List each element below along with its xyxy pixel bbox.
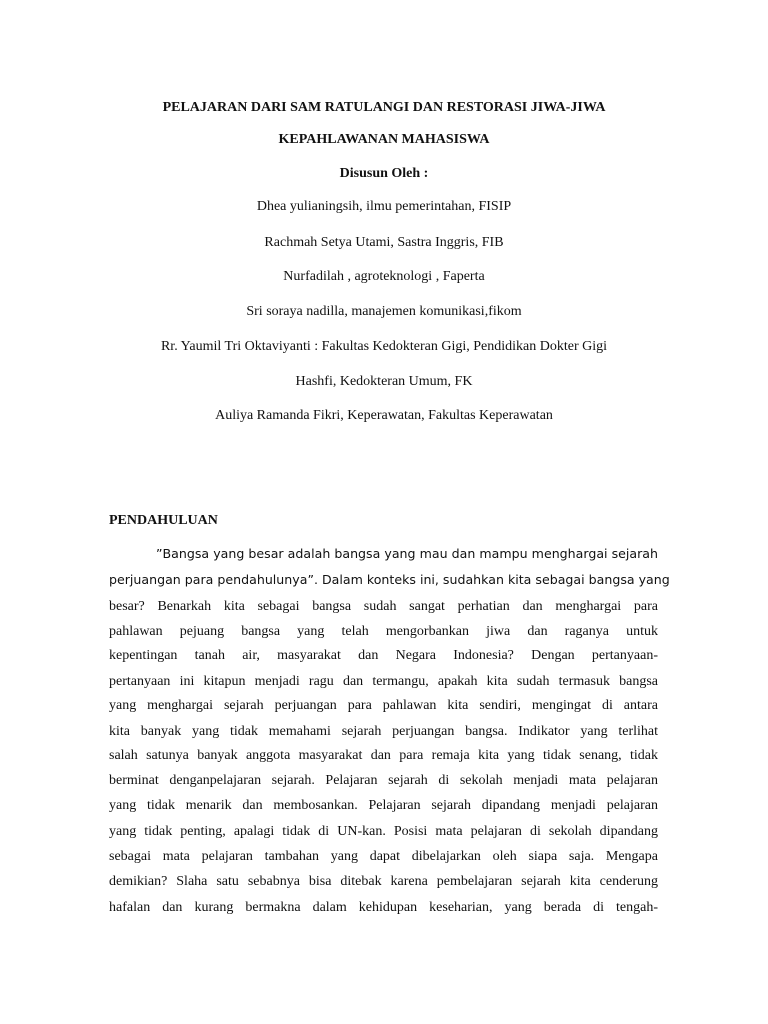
author-line: Rr. Yaumil Tri Oktaviyanti : Fakultas Kedokteran Gigi, Pendidikan Dokter Gigi	[160, 339, 608, 354]
author-line: Dhea yulianingsih, ilmu pemerintahan, FISIP	[256, 199, 512, 214]
section-heading: PENDAHULUAN	[109, 513, 218, 528]
paragraph-line: perjuangan para pendahulunya”. Dalam konteks ini, sudahkan kita sebagai bangsa yang	[109, 572, 670, 587]
paragraph-line: salah satunya banyak anggota masyarakat dan para remaja kita yang tidak senang, tidak	[109, 748, 658, 763]
paragraph-line: pahlawan pejuang bangsa yang telah mengorbankan jiwa dan raganya untuk	[109, 624, 658, 639]
author-line: Rachmah Setya Utami, Sastra Inggris, FIB	[264, 235, 504, 250]
paragraph-line: kepentingan tanah air, masyarakat dan Negara Indonesia? Dengan pertanyaan-	[109, 648, 658, 663]
author-line: Nurfadilah , agroteknologi , Faperta	[283, 269, 485, 284]
compiled-by-label: Disusun Oleh :	[339, 166, 429, 181]
author-line: Auliya Ramanda Fikri, Keperawatan, Fakultas Keperawatan	[215, 408, 553, 423]
author-line: Sri soraya nadilla, manajemen komunikasi,fikom	[246, 304, 522, 319]
author-line: Hashfi, Kedokteran Umum, FK	[295, 374, 473, 389]
paragraph-line: ”Bangsa yang besar adalah bangsa yang mau dan mampu menghargai sejarah	[156, 546, 658, 561]
paragraph-line: pertanyaan ini kitapun menjadi ragu dan termangu, apakah kita sudah termasuk bangsa	[109, 674, 658, 689]
paragraph-line: besar? Benarkah kita sebagai bangsa sudah sangat perhatian dan menghargai para	[109, 599, 658, 614]
paragraph-line: yang menghargai sejarah perjuangan para pahlawan kita sendiri, mengingat di antara	[109, 698, 658, 713]
title-line-1: PELAJARAN DARI SAM RATULANGI DAN RESTORASI JIWA-JIWA	[162, 100, 606, 115]
paragraph-line: berminat denganpelajaran sejarah. Pelajaran sejarah di sekolah menjadi mata pelajaran	[109, 773, 658, 788]
paragraph-line: yang tidak menarik dan membosankan. Pelajaran sejarah dipandang menjadi pelajaran	[109, 798, 658, 813]
paragraph-line: demikian? Slaha satu sebabnya bisa ditebak karena pembelajaran sejarah kita cenderung	[109, 874, 658, 889]
paragraph-line: sebagai mata pelajaran tambahan yang dapat dibelajarkan oleh siapa saja. Mengapa	[109, 849, 658, 864]
paragraph-line: hafalan dan kurang bermakna dalam kehidupan keseharian, yang berada di tengah-	[109, 900, 658, 915]
paragraph-line: kita banyak yang tidak memahami sejarah perjuangan bangsa. Indikator yang terlihat	[109, 724, 658, 739]
title-line-2: KEPAHLAWANAN MAHASISWA	[278, 132, 490, 147]
paragraph-line: yang tidak penting, apalagi tidak di UN-kan. Posisi mata pelajaran di sekolah dipandang	[109, 824, 658, 839]
